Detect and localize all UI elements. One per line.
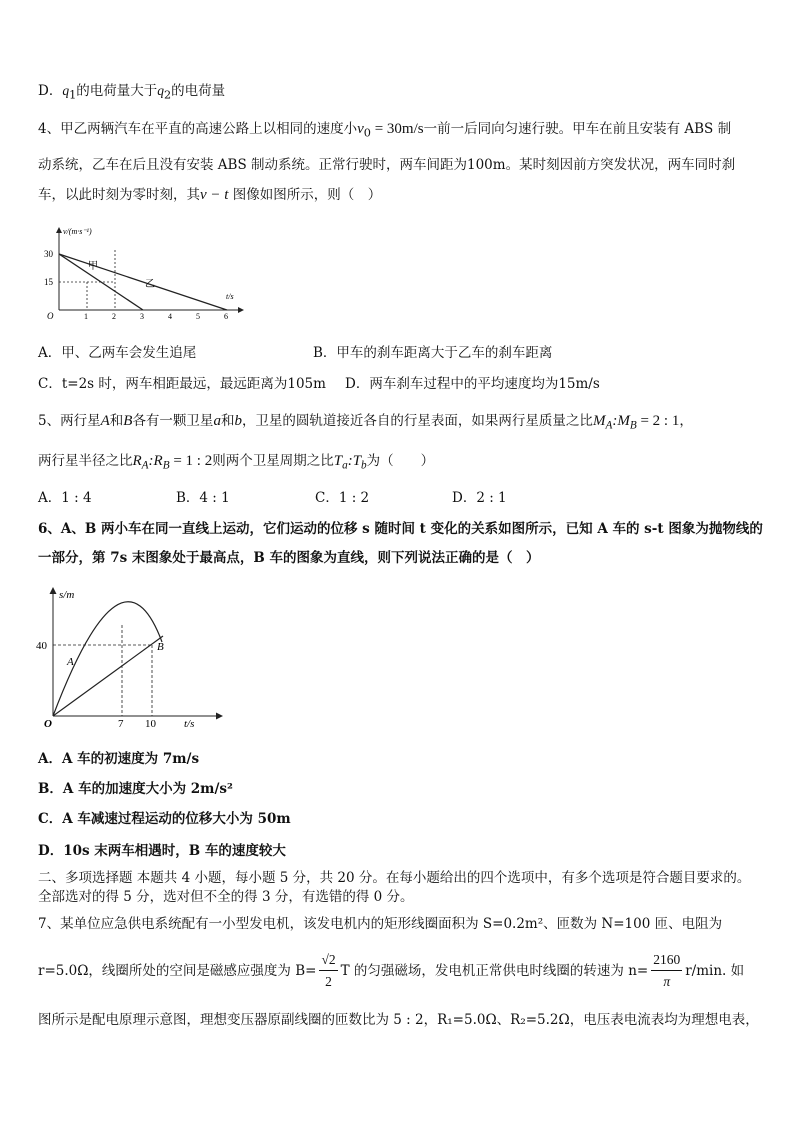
- q5-option-d: D．2 : 1: [452, 490, 507, 506]
- q3-option-d: [38, 81, 225, 106]
- q4-vt-graph: [38, 222, 248, 322]
- x-tick-7: 7: [118, 718, 124, 730]
- x-tick-1: 1: [84, 312, 88, 321]
- numerator: 2160: [651, 950, 682, 971]
- q6-option-d: D．10s 末两车相遇时，B 车的速度较大: [38, 843, 286, 859]
- q6-line-2: 一部分，第 7s 末图象处于最高点，B 车的图象为直线，则下列说法正确的是（ ）: [38, 550, 540, 566]
- q6-option-c: C．A 车减速过程运动的位移大小为 50m: [38, 811, 291, 827]
- fraction-b: [319, 950, 337, 993]
- q4-option-a: A．甲、乙两车会发生追尾: [38, 345, 197, 361]
- text: 一前一后同向匀速行驶。甲车在前且安装有 ABS 制: [423, 121, 732, 137]
- q4-option-c: C．t=2s 时，两车相距最远，最远距离为105m: [38, 376, 326, 392]
- x-tick-3: 3: [140, 312, 144, 321]
- text: 为（ ）: [366, 453, 435, 469]
- text: 5、两行星: [38, 413, 101, 429]
- text: 车，以此时刻为零时刻，其: [38, 187, 200, 203]
- denominator: 2: [325, 974, 332, 989]
- symbol-q2: q: [157, 83, 164, 98]
- q4-line-2: 动系统，乙车在后且没有安装 ABS 制动系统。正常行驶时，两车间距为100m。某时刻因前方突发状况，两车同时刹: [38, 157, 736, 173]
- q6-line-1: 6、A、B 两小车在同一直线上运动，它们运动的位移 s 随时间 t 变化的关系如图所示，已知 A 车的 s-t 图象为抛物线的: [38, 521, 763, 537]
- origin-label: O: [44, 718, 52, 730]
- x-tick-2: 2: [112, 312, 116, 321]
- x-axis-label: t/s: [226, 292, 234, 301]
- q4-option-b: B．甲车的刹车距离大于乙车的刹车距离: [313, 345, 553, 361]
- text: 4、甲乙两辆汽车在平直的高速公路上以相同的速度小: [38, 121, 358, 137]
- symbol-a: a: [213, 413, 221, 429]
- q4-line-3: [38, 185, 381, 205]
- subscript: 1: [69, 88, 77, 102]
- symbol-B: B: [123, 413, 133, 429]
- q4-option-d: D．两车刹车过程中的平均速度均为15m/s: [345, 376, 600, 392]
- text: 各有一颗卫星: [132, 413, 214, 429]
- symbol-A: A: [100, 413, 110, 429]
- symbol-vt: v − t: [200, 187, 229, 203]
- value: = 1 : 2: [169, 453, 213, 469]
- q7-line-2: [38, 950, 744, 993]
- q5-option-a: A．1 : 4: [38, 490, 92, 506]
- numerator: √2: [319, 950, 337, 971]
- text: 的电荷量大于: [76, 83, 158, 99]
- q4-line-1: [38, 119, 731, 144]
- text: 和: [109, 413, 124, 429]
- q5-line-2: 两行星半径之比$R_A:R_B = 1$ : 2则两个卫星周期之比$T_a:T_b$为（ ）: [38, 453, 435, 472]
- symbol-M: M: [592, 413, 606, 429]
- option-label: D．: [38, 83, 63, 99]
- value: = 2 : 1: [636, 413, 680, 429]
- section-2-line-2: 全部选对的得 5 分，选对但不全的得 3 分，有选错的得 0 分。: [38, 889, 414, 905]
- q6-st-graph: [36, 584, 226, 734]
- q7-line-1: 7、某单位应急供电系统配有一小型发电机，该发电机内的矩形线圈面积为 S=0.2m²、匝数为 N=100 匝、电阻为: [38, 916, 723, 932]
- text: ，卫星的圆轨道接近各自的行星表面，如果两行星质量之比: [241, 413, 593, 429]
- section-2-line-1: 二、多项选择题 本题共 4 小题，每小题 5 分，共 20 分。在每小题给出的四个选项中，有多个选项是符合题目要求的。: [38, 870, 751, 886]
- symbol-T: T: [333, 453, 343, 469]
- label-jia: 甲: [88, 261, 98, 272]
- x-axis-label: t/s: [184, 718, 195, 730]
- q5-line-1: 5、两行星A和B各有一颗卫星a和b，卫星的圆轨道接近各自的行星表面，如果两行星质量之比$M_A:M_B = 2$ : 1，: [38, 413, 693, 432]
- y-axis-label: v/(m·s⁻¹): [63, 227, 92, 236]
- symbol-q1: q: [62, 83, 70, 98]
- text: 的电荷量: [171, 83, 226, 99]
- q6-option-a: A．A 车的初速度为 7m/s: [38, 751, 200, 767]
- y-axis-label: s/m: [59, 589, 75, 601]
- x-tick-5: 5: [196, 312, 200, 321]
- y-tick-30: 30: [44, 249, 53, 259]
- text: 则两个卫星周期之比: [212, 453, 334, 469]
- symbol-v0: v: [357, 121, 364, 137]
- label-b: B: [157, 641, 164, 653]
- subscript: 0: [363, 126, 371, 140]
- label-a: A: [67, 656, 74, 668]
- text: 图像如图所示，则（ ）: [228, 187, 382, 203]
- x-tick-6: 6: [224, 312, 228, 321]
- text: 两行星半径之比: [38, 453, 133, 469]
- x-tick-10: 10: [145, 718, 156, 730]
- q5-option-c: C．1 : 2: [315, 490, 370, 506]
- y-tick-15: 15: [44, 277, 53, 287]
- q7-line-3: 图所示是配电原理示意图，理想变压器原副线圈的匝数比为 5 : 2，R₁=5.0Ω、R₂=5.2Ω，电压表电流表均为理想电表，: [38, 1012, 759, 1028]
- q5-option-b: B．4 : 1: [176, 490, 230, 506]
- text: r/min. 如: [685, 963, 745, 979]
- x-tick-4: 4: [168, 312, 172, 321]
- symbol-b: b: [234, 413, 242, 429]
- y-tick-40: 40: [36, 640, 47, 652]
- text: 和: [220, 413, 235, 429]
- q6-option-b: B．A 车的加速度大小为 2m/s²: [38, 781, 233, 797]
- fraction-n: [651, 950, 682, 993]
- text: T 的匀强磁场，发电机正常供电时线圈的转速为 n=: [340, 963, 649, 979]
- value: = 30m/s: [370, 121, 424, 137]
- label-yi: 乙: [145, 279, 155, 290]
- denominator: π: [663, 974, 671, 989]
- text: r=5.0Ω，线圈所处的空间是磁感应强度为 B=: [38, 963, 317, 979]
- origin-label: O: [47, 311, 54, 321]
- subscript: 2: [164, 88, 172, 102]
